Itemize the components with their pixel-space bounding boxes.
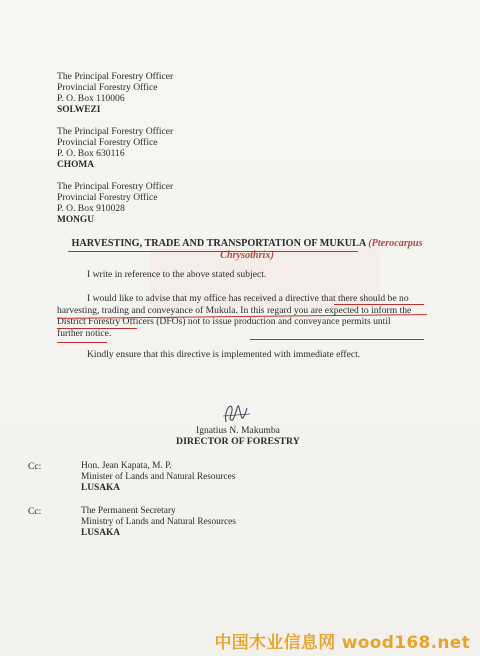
paragraph-line: further notice.: [57, 327, 112, 339]
highlight-underline: [57, 328, 137, 329]
address-block-choma: [57, 126, 173, 171]
paragraph-line: harvesting, trading and conveyance of Mukula. In this regard you are expected to inform the: [57, 304, 412, 316]
paragraph-line: I would like to advise that my office has received a directive that there should be no: [87, 293, 409, 304]
cc-city: LUSAKA: [81, 528, 121, 539]
signatory-name: Ignatius N. Makumba: [196, 425, 280, 436]
subject-scientific-open: (Pterocarpus: [368, 238, 423, 249]
address-line: The Principal Forestry Officer: [57, 181, 174, 192]
address-line: P. O. Box 630116: [57, 148, 125, 160]
subject-main: HARVESTING, TRADE AND TRANSPORTATION OF MUKULA: [71, 238, 366, 249]
cc-label: Cc:: [28, 461, 42, 472]
subject-heading: [57, 238, 437, 262]
address-line: Provincial Forestry Office: [57, 137, 158, 149]
subject-scientific-close: Chrysothrix): [220, 250, 274, 261]
body-paragraph-1: I write in reference to the above stated subject.: [87, 269, 267, 280]
address-line: Provincial Forestry Office: [57, 192, 158, 204]
cc-line: Hon. Jean Kapata, M. P.: [81, 461, 172, 471]
paragraph-line: District Forestry Officers (DFOs) not to issue production and conveyance permits until: [57, 316, 391, 327]
address-city: CHOMA: [57, 159, 94, 170]
subject-underline: [68, 251, 358, 252]
address-line: Provincial Forestry Office: [57, 82, 158, 94]
highlight-underline: [334, 304, 424, 305]
cc-line: Ministry of Lands and Natural Resources: [81, 517, 236, 528]
address-city: SOLWEZI: [57, 104, 101, 115]
cc-recipient-minister: [81, 461, 235, 495]
address-block-solwezi: [57, 71, 173, 116]
signature-mark: [220, 400, 254, 426]
cc-line: Minister of Lands and Natural Resources: [81, 472, 236, 483]
cc-city: LUSAKA: [81, 483, 121, 494]
address-city: MONGU: [57, 214, 94, 225]
address-line: The Principal Forestry Officer: [57, 126, 174, 137]
signatory-title: DIRECTOR OF FORESTRY: [176, 436, 300, 447]
site-watermark: 中国木业信息网 wood168.net: [214, 633, 470, 653]
cc-recipient-permanent-secretary: [81, 506, 236, 540]
address-line: The Principal Forestry Officer: [57, 71, 174, 82]
address-line: P. O. Box 110006: [57, 93, 125, 105]
highlight-underline: [57, 342, 107, 343]
address-line: P. O. Box 910028: [57, 203, 125, 215]
highlight-underline: [250, 339, 424, 340]
body-paragraph-3: Kindly ensure that this directive is implemented with immediate effect.: [87, 349, 361, 360]
address-block-mongu: [57, 181, 173, 226]
cc-line: The Permanent Secretary: [81, 506, 176, 516]
cc-label: Cc:: [28, 506, 42, 517]
